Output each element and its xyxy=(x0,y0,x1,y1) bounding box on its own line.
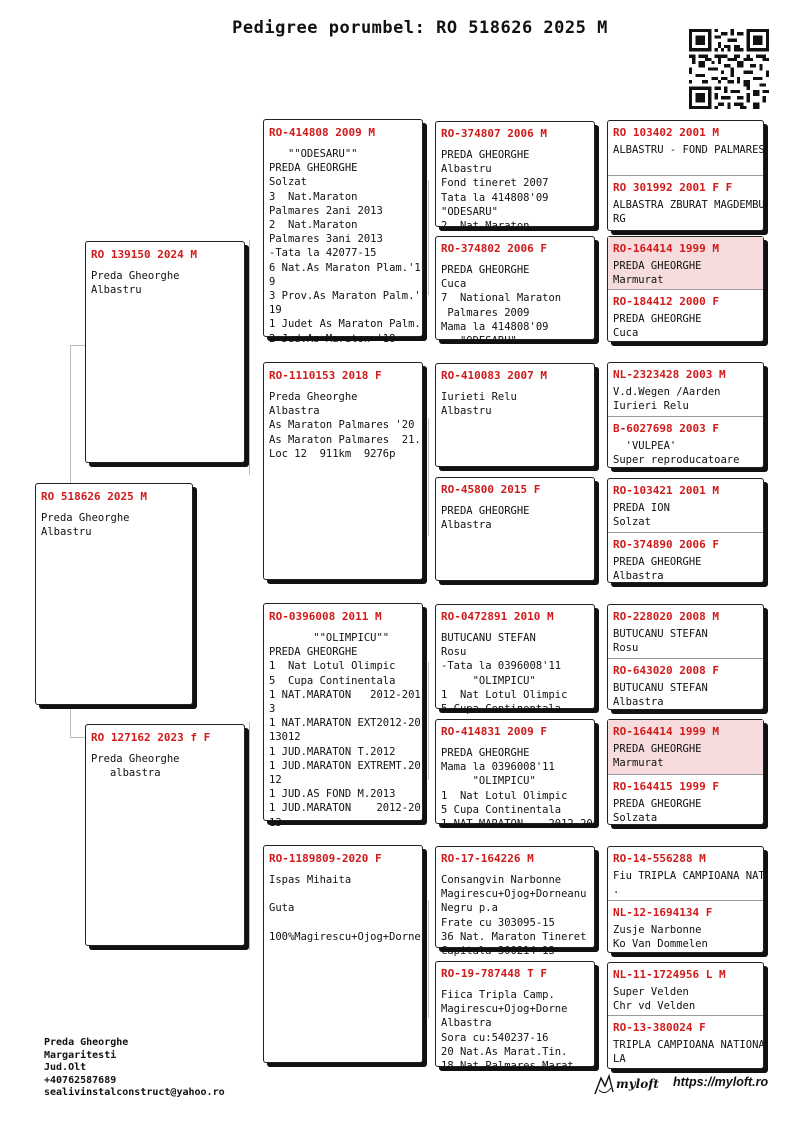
pedigree-entry[interactable] xyxy=(608,658,763,711)
ring-number: RO-13-380024 F xyxy=(613,1021,706,1034)
ring-number: RO-374802 2006 F xyxy=(441,242,547,255)
ring-number: RO-228020 2008 M xyxy=(613,610,719,623)
pigeon-details: ""ODESARU"" PREDA GHEORGHE Solzat 3 Nat.Maraton Palmares 2ani 2013 2 Nat.Maraton Palmares 3ani 2013 -Tata la 42077-15 6 Nat.As Maraton Plam.'1 9 3 Prov.As Maraton Palm.' 19 1 Judet As Maraton Palm. 2 Jud.As Maraton '18 xyxy=(269,148,421,345)
ring-number: RO 103402 2001 M xyxy=(613,126,719,139)
pedigree-card-gen4[interactable] xyxy=(435,363,595,467)
pedigree-card-mother[interactable] xyxy=(85,724,245,946)
pigeon-details: PREDA GHEORGHE Marmurat xyxy=(613,260,702,287)
pigeon-details: PREDA GHEORGHE Albastra xyxy=(441,505,530,532)
pedigree-entry[interactable] xyxy=(608,121,763,175)
pigeon-details: Fiica Tripla Camp. Magirescu+Ojog+Dorne Albastra Sora cu:540237-16 20 Nat.As Marat.Tin. 18 Nat.Palmares Marat xyxy=(441,989,574,1073)
pedigree-entry[interactable] xyxy=(608,175,763,232)
connector-line xyxy=(428,662,434,780)
ring-number: RO-0396008 2011 M xyxy=(269,610,382,623)
pigeon-details: PREDA GHEORGHE Cuca 7 National Maraton Palmares 2009 Mama la 414808'09 "ODESARU" xyxy=(441,264,562,348)
ring-number: RO-45800 2015 F xyxy=(441,483,541,496)
pedigree-pair-card xyxy=(607,846,764,953)
pedigree-pair-card xyxy=(607,236,764,342)
ring-number: RO-414808 2009 M xyxy=(269,126,375,139)
pigeon-details: PREDA GHEORGHE Solzata xyxy=(613,798,702,825)
ring-number: NL-12-1694134 F xyxy=(613,906,713,919)
pedigree-card-maternal-grandmother[interactable] xyxy=(263,845,423,1063)
ring-number: RO 518626 2025 M xyxy=(41,490,147,503)
owner-county: Jud.Olt xyxy=(44,1062,87,1074)
page-title: Pedigree porumbel: RO 518626 2025 M xyxy=(232,18,608,38)
pigeon-details: Preda Gheorghe albastra xyxy=(91,753,180,780)
pedigree-entry[interactable] xyxy=(608,774,763,826)
pedigree-entry[interactable] xyxy=(608,847,763,900)
pedigree-pair-card xyxy=(607,120,764,231)
owner-contact xyxy=(44,1037,225,1100)
owner-phone[interactable]: +40762587689 xyxy=(44,1074,117,1086)
pigeon-details: Preda Gheorghe Albastru xyxy=(91,270,180,297)
pedigree-pair-card xyxy=(607,478,764,583)
pigeon-details: ""OLIMPICU"" PREDA GHEORGHE 1 Nat Lotul Olimpic 5 Cupa Continentala 1 NAT.MARATON 2012-201 3 1 NAT.MARATON EXT2012-20 13012 1 JUD.MARATON T.2012 1 JUD.MARATON EXTREMT.20 12 1 JUD.AS FOND M.2013 1 JUD.MARATON 2012-20 13 xyxy=(269,632,421,829)
pedigree-pair-card xyxy=(607,719,764,825)
pigeon-details: 'VULPEA' Super reproducatoare xyxy=(613,440,740,467)
pigeon-details: PREDA GHEORGHE Marmurat xyxy=(613,743,702,770)
pedigree-card-paternal-grandfather[interactable] xyxy=(263,119,423,345)
owner-locality: Margaritesti xyxy=(44,1049,117,1061)
ring-number: RO-164414 1999 M xyxy=(613,725,719,738)
pedigree-card-father[interactable] xyxy=(85,241,245,463)
brand-website-link[interactable]: https://myloft.ro xyxy=(673,1075,769,1089)
connector-line xyxy=(428,180,434,295)
ring-number: B-6027698 2003 F xyxy=(613,422,719,435)
pigeon-details: Super Velden Chr vd Velden xyxy=(613,986,696,1013)
ring-number: NL-2323428 2003 M xyxy=(613,368,726,381)
pedigree-entry[interactable] xyxy=(608,416,763,469)
pigeon-details: Preda Gheorghe Albastru xyxy=(41,512,130,539)
ring-number: NL-11-1724956 L M xyxy=(613,968,726,981)
pedigree-entry[interactable] xyxy=(608,289,763,343)
ring-number: RO 301992 2001 F F xyxy=(613,181,733,194)
pedigree-card-gen4[interactable] xyxy=(435,477,595,581)
ring-number: RO-1189809-2020 F xyxy=(269,852,382,865)
pigeon-details: BUTUCANU STEFAN Rosu xyxy=(613,628,708,655)
pedigree-entry[interactable] xyxy=(608,363,763,416)
ring-number: RO-19-787448 T F xyxy=(441,967,547,980)
ring-number: RO-164414 1999 M xyxy=(613,242,719,255)
pigeon-details: BUTUCANU STEFAN Albastra xyxy=(613,682,708,709)
ring-number: RO-374807 2006 M xyxy=(441,127,547,140)
pigeon-details: Zusje Narbonne Ko Van Dommelen xyxy=(613,924,708,951)
pedigree-card-paternal-grandmother[interactable] xyxy=(263,362,423,580)
pedigree-entry[interactable] xyxy=(608,900,763,954)
ring-number: RO-0472891 2010 M xyxy=(441,610,554,623)
pigeon-details: ALBASTRU - FOND PALMARES xyxy=(613,144,765,156)
pigeon-details: PREDA GHEORGHE Cuca xyxy=(613,313,702,340)
pedigree-entry[interactable] xyxy=(608,605,763,658)
pedigree-pair-card xyxy=(607,362,764,468)
ring-number: RO-164415 1999 F xyxy=(613,780,719,793)
ring-number: RO 139150 2024 M xyxy=(91,248,197,261)
pigeon-details: PREDA GHEORGHE Albastra xyxy=(613,556,702,583)
qr-code-icon xyxy=(689,29,769,109)
connector-line xyxy=(428,900,434,1018)
pedigree-card-gen4[interactable] xyxy=(435,719,595,831)
ring-number: RO-374890 2006 F xyxy=(613,538,719,551)
pedigree-pair-card xyxy=(607,962,764,1069)
brand-logo-text: myloft xyxy=(616,1077,659,1091)
pedigree-entry[interactable] xyxy=(608,963,763,1015)
pigeon-details: TRIPLA CAMPIOANA NATIONA LA xyxy=(613,1039,765,1066)
pedigree-card-gen4[interactable] xyxy=(435,846,595,958)
pedigree-entry[interactable] xyxy=(608,1015,763,1070)
pedigree-card-subject[interactable] xyxy=(35,483,193,705)
pedigree-entry-highlighted[interactable] xyxy=(608,237,763,289)
connector-line xyxy=(70,345,85,346)
pigeon-details: PREDA GHEORGHE Mama la 0396008'11 "OLIMPICU" 1 Nat Lotul Olimpic 5 Cupa Continentala 1 NAT.MARATON 2012-20 xyxy=(441,747,593,831)
pedigree-entry[interactable] xyxy=(608,532,763,584)
ring-number: RO-184412 2000 F xyxy=(613,295,719,308)
pigeon-details: V.d.Wegen /Aarden Iurieri Relu xyxy=(613,386,721,413)
ring-number: RO-17-164226 M xyxy=(441,852,534,865)
connector-line xyxy=(70,737,85,738)
connector-line xyxy=(428,418,434,536)
pedigree-card-maternal-grandfather[interactable] xyxy=(263,603,423,829)
pigeon-details: PREDA GHEORGHE Albastru Fond tineret 2007 Tata la 414808'09 "ODESARU" 2 Nat.Maraton xyxy=(441,149,549,233)
pigeon-details: Iurieti Relu Albastru xyxy=(441,391,517,418)
owner-email[interactable]: sealivinstalconstruct@yahoo.ro xyxy=(44,1087,225,1099)
connector-line xyxy=(249,722,261,950)
ring-number: RO-14-556288 M xyxy=(613,852,706,865)
ring-number: RO-643020 2008 F xyxy=(613,664,719,677)
pedigree-card-gen4[interactable] xyxy=(435,961,595,1073)
owner-name: Preda Gheorghe xyxy=(44,1037,129,1048)
pedigree-entry-highlighted[interactable] xyxy=(608,720,763,774)
ring-number: RO-414831 2009 F xyxy=(441,725,547,738)
ring-number: RO-103421 2001 M xyxy=(613,484,719,497)
pedigree-card-gen4[interactable] xyxy=(435,121,595,233)
ring-number: RO 127162 2023 f F xyxy=(91,731,211,744)
pedigree-card-gen4[interactable] xyxy=(435,236,595,348)
connector-line xyxy=(249,240,261,475)
pigeon-details: BUTUCANU STEFAN Rosu -Tata la 0396008'11 "OLIMPICU" 1 Nat Lotul Olimpic 5 Cupa Continentala xyxy=(441,632,568,716)
pedigree-entry[interactable] xyxy=(608,479,763,532)
pigeon-details: Preda Gheorghe Albastra As Maraton Palmares '20 As Maraton Palmares 21. Loc 12 911km 9276p xyxy=(269,391,421,460)
pigeon-details: ALBASTRA ZBURAT MAGDEMBU RG xyxy=(613,199,765,226)
ring-number: RO-410083 2007 M xyxy=(441,369,547,382)
pigeon-details: Ispas Mihaita Guta 100%Magirescu+Ojog+Dorne xyxy=(269,874,421,943)
pedigree-card-gen4[interactable] xyxy=(435,604,595,716)
ring-number: RO-1110153 2018 F xyxy=(269,369,382,382)
pedigree-pair-card xyxy=(607,604,764,710)
pigeon-details: PREDA ION Solzat xyxy=(613,502,670,529)
pigeon-details: Consangvin Narbonne Magirescu+Ojog+Dorneanu Negru p.a Frate cu 303095-15 36 Nat. Maraton Tineret Capitala 300214-13 xyxy=(441,874,587,958)
pigeon-details: Fiu TRIPLA CAMPIOANA NAT . xyxy=(613,870,765,897)
